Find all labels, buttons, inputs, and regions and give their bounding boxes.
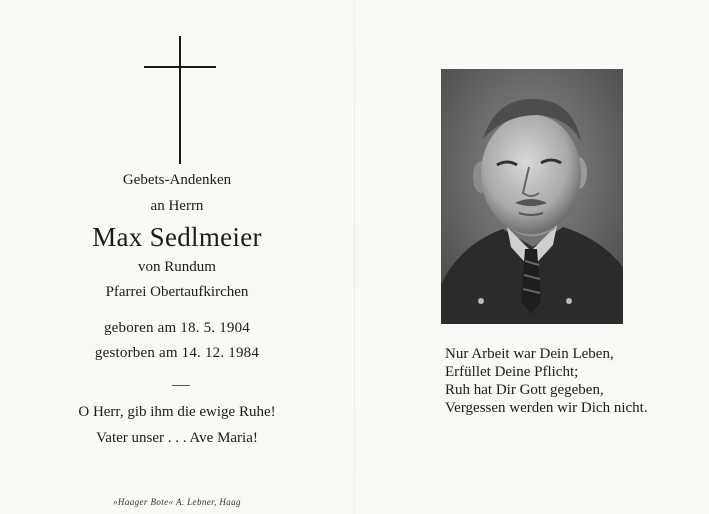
deceased-name: Max Sedlmeier — [92, 222, 262, 252]
memorial-verse — [445, 345, 648, 417]
death-date: gestorben am 14. 12. 1984 — [94, 345, 260, 361]
separator-dash — [172, 385, 190, 386]
intro-line-1: Gebets-Andenken — [122, 172, 232, 188]
residence: von Rundum — [138, 259, 216, 275]
verse-line-2: Erfüllet Deine Pflicht; — [445, 364, 579, 380]
cross-icon — [0, 0, 354, 170]
verse-line-1: Nur Arbeit war Dein Leben, — [445, 346, 614, 362]
birth-date: geboren am 18. 5. 1904 — [103, 320, 251, 336]
intro-line-2: an Herrn — [150, 198, 204, 214]
prayer-line-1: O Herr, gib ihm die ewige Ruhe! — [78, 404, 276, 420]
prayer-line-2: Vater unser . . . Ave Maria! — [96, 430, 258, 446]
left-panel — [0, 0, 354, 514]
verse-line-4: Vergessen werden wir Dich nicht. — [445, 400, 648, 416]
portrait-photo — [441, 69, 623, 324]
parish: Pfarrei Obertaufkirchen — [105, 284, 249, 300]
printer-imprint: »Haager Bote« A. Lebner, Haag — [113, 497, 241, 507]
verse-line-3: Ruh hat Dir Gott gegeben, — [445, 382, 604, 398]
card-fold — [354, 0, 355, 514]
